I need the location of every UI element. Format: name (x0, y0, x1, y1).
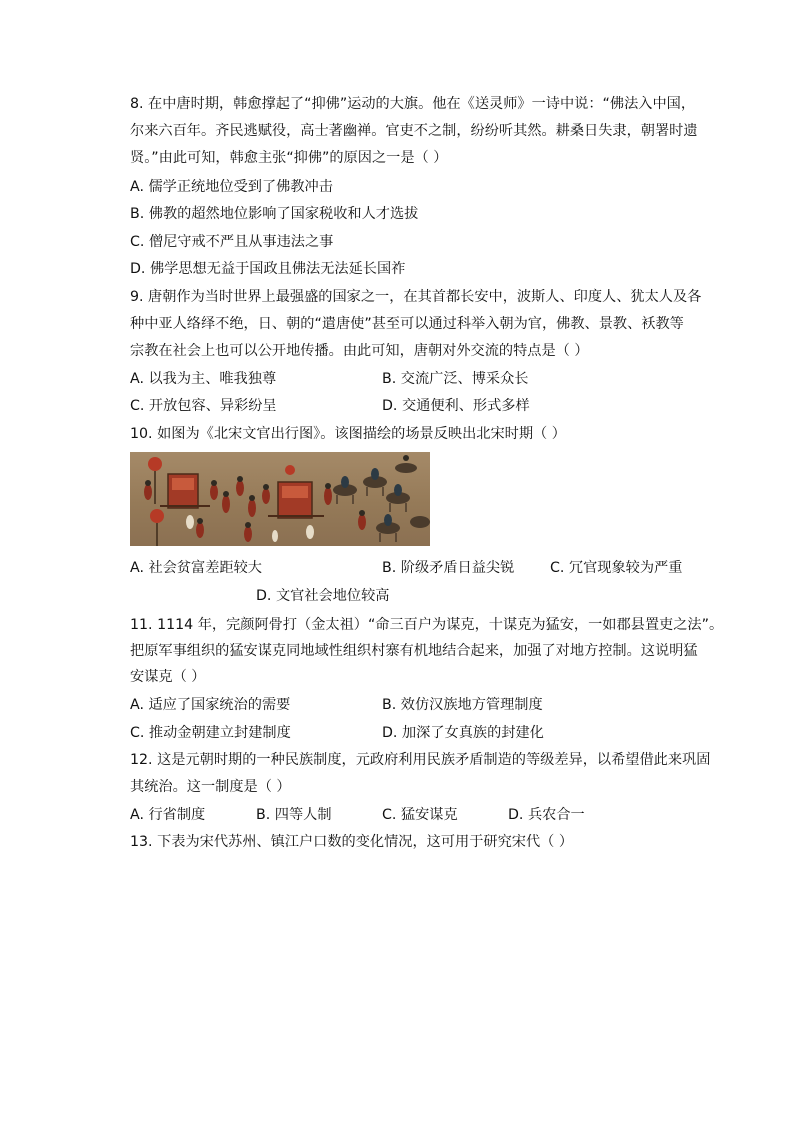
q10-option-b: B. 阶级矛盾日益尖锐 (382, 560, 515, 576)
q10-option-c: C. 冗官现象较为严重 (550, 560, 683, 576)
q12-option-c: C. 猛安谋克 (382, 807, 458, 823)
q9-option-b: B. 交流广泛、博采众长 (382, 371, 529, 387)
q13-stem-line-1: 13. 下表为宋代苏州、镇江户口数的变化情况，这可用于研究宋代（ ） (130, 834, 574, 850)
q12-stem-line-1: 12. 这是元朝时期的一种民族制度，元政府利用民族矛盾制造的等级差异，以希望借此来巩固 (130, 752, 711, 768)
q9-stem-line-2: 种中亚人络绎不绝，日、朝的“遣唐使”甚至可以通过科举入朝为官，佛教、景教、袄教等 (130, 316, 684, 332)
q8-stem-line-1: 8. 在中唐时期，韩愈撑起了“抑佛”运动的大旗。他在《送灵师》一诗中说：“佛法入中国， (130, 96, 696, 112)
q11-stem-line-2: 把原军事组织的猛安谋克同地域性组织村寨有机地结合起来，加强了对地方控制。这说明猛 (130, 643, 698, 659)
q9-option-c: C. 开放包容、异彩纷呈 (130, 398, 277, 414)
q12-option-a: A. 行省制度 (130, 807, 206, 823)
q8-stem-line-3: 贤。”由此可知，韩愈主张“抑佛”的原因之一是（ ） (130, 150, 448, 166)
q11-stem-line-3: 安谋克（ ） (130, 669, 206, 685)
q8-option-d: D. 佛学思想无益于国政且佛法无法延长国祚 (130, 261, 406, 277)
q9-stem-line-3: 宗教在社会上也可以公开地传播。由此可知，唐朝对外交流的特点是（ ） (130, 343, 589, 359)
painting-illustration (130, 452, 430, 546)
q11-option-b: B. 效仿汉族地方管理制度 (382, 697, 543, 713)
q8-option-c: C. 僧尼守戒不严且从事违法之事 (130, 234, 334, 250)
q12-option-b: B. 四等人制 (256, 807, 332, 823)
q11-option-c: C. 推动金朝建立封建制度 (130, 725, 291, 741)
q8-option-b: B. 佛教的超然地位影响了国家税收和人才选拔 (130, 206, 419, 222)
q11-option-a: A. 适应了国家统治的需要 (130, 697, 291, 713)
q9-option-d: D. 交通便利、形式多样 (382, 398, 530, 414)
q9-option-a: A. 以我为主、唯我独尊 (130, 371, 277, 387)
q10-option-a: A. 社会贫富差距较大 (130, 560, 262, 576)
q8-option-a: A. 儒学正统地位受到了佛教冲击 (130, 179, 333, 195)
q12-option-d: D. 兵农合一 (508, 807, 585, 823)
q9-stem-line-1: 9. 唐朝作为当时世界上最强盛的国家之一，在其首都长安中，波斯人、印度人、犹太人及各 (130, 289, 702, 305)
q11-stem-line-1: 11. 1114 年，完颜阿骨打（金太祖）“命三百户为谋克，十谋克为猛安，一如郡县置吏之法”。 (130, 617, 724, 633)
northern-song-officials-procession-painting (130, 452, 430, 546)
q10-option-d: D. 文官社会地位较高 (256, 588, 390, 604)
q11-option-d: D. 加深了女真族的封建化 (382, 725, 544, 741)
q8-stem-line-2: 尔来六百年。齐民逃赋役，高士著幽禅。官吏不之制，纷纷听其然。耕桑日失隶，朝署时遗 (130, 123, 698, 139)
q12-stem-line-2: 其统治。这一制度是（ ） (130, 779, 291, 795)
q10-stem-line-1: 10. 如图为《北宋文官出行图》。该图描绘的场景反映出北宋时期（ ） (130, 426, 566, 442)
